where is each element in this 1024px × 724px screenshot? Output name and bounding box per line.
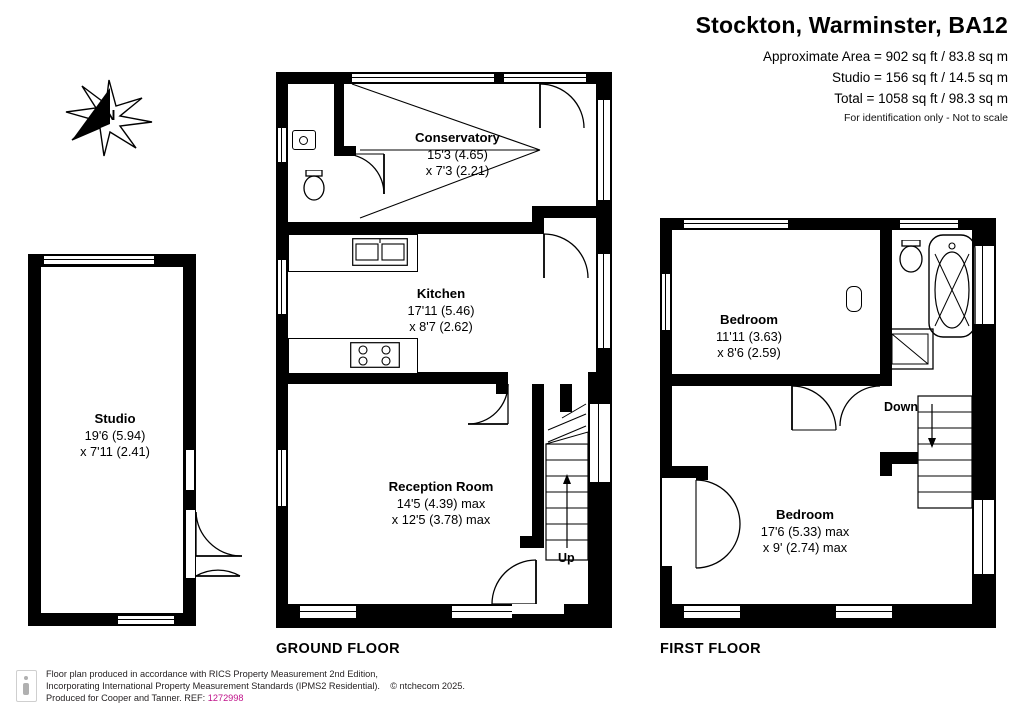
room-dim1-studio: 19'6 (5.94) [84, 427, 146, 443]
room-dim1-conservatory: 15'3 (4.65) [427, 146, 488, 162]
stairs-down-label: Down [884, 400, 919, 414]
room-dim1-reception: 14'5 (4.39) max [396, 495, 486, 511]
room-name-studio: Studio [94, 411, 136, 426]
room-dim1-kitchen: 17'11 (5.46) [407, 302, 475, 318]
footer-copyright: © ntchecom 2025. [390, 681, 465, 691]
room-name-reception: Reception Room [388, 479, 494, 494]
room-dim2-studio: x 7'11 (2.41) [80, 444, 150, 459]
room-name-bedroom-2: Bedroom [776, 507, 834, 522]
person-icon [16, 670, 37, 702]
summary-studio-area: Studio = 156 sq ft / 14.5 sq m [832, 70, 1008, 85]
room-dim1-bedroom-2: 17'6 (5.33) max [760, 523, 850, 539]
room-dim2-bedroom-1: x 8'6 (2.59) [717, 345, 781, 360]
stairs-up-label: Up [558, 551, 575, 565]
room-name-kitchen: Kitchen [416, 286, 466, 301]
first-floor-caption: FIRST FLOOR [660, 641, 762, 657]
summary-total-area: Total = 1058 sq ft / 98.3 sq m [834, 91, 1008, 106]
room-dim1-bedroom-1: 11'11 (3.63) [716, 328, 782, 344]
summary-approximate-area: Approximate Area = 902 sq ft / 83.8 sq m [762, 49, 1008, 64]
ground-floor-caption: GROUND FLOOR [276, 641, 401, 657]
room-dim2-kitchen: x 8'7 (2.62) [409, 319, 473, 334]
room-dim2-conservatory: x 7'3 (2.21) [425, 163, 490, 178]
page-title: Stockton, Warminster, BA12 [695, 12, 1008, 38]
summary-disclaimer: For identification only - Not to scale [844, 112, 1008, 124]
room-label-bedroom-1 [664, 312, 834, 362]
room-label-bedroom-2 [710, 507, 900, 557]
compass-north-label: N [104, 107, 116, 124]
room-dim2-bedroom-2: x 9' (2.74) max [762, 540, 848, 555]
room-name-conservatory: Conservatory [414, 130, 501, 145]
footer-line-1: Floor plan produced in accordance with RICS Property Measurement 2nd Edition, [46, 669, 378, 679]
footer-line-3: Produced for Cooper and Tanner. REF: [46, 693, 208, 703]
room-dim2-reception: x 12'5 (3.78) max [391, 512, 491, 527]
room-name-bedroom-1: Bedroom [720, 312, 778, 327]
footer-reference-number: 1272998 [207, 693, 244, 703]
footer-line-2: Incorporating International Property Measurement Standards (IPMS2 Residential). [46, 681, 380, 691]
